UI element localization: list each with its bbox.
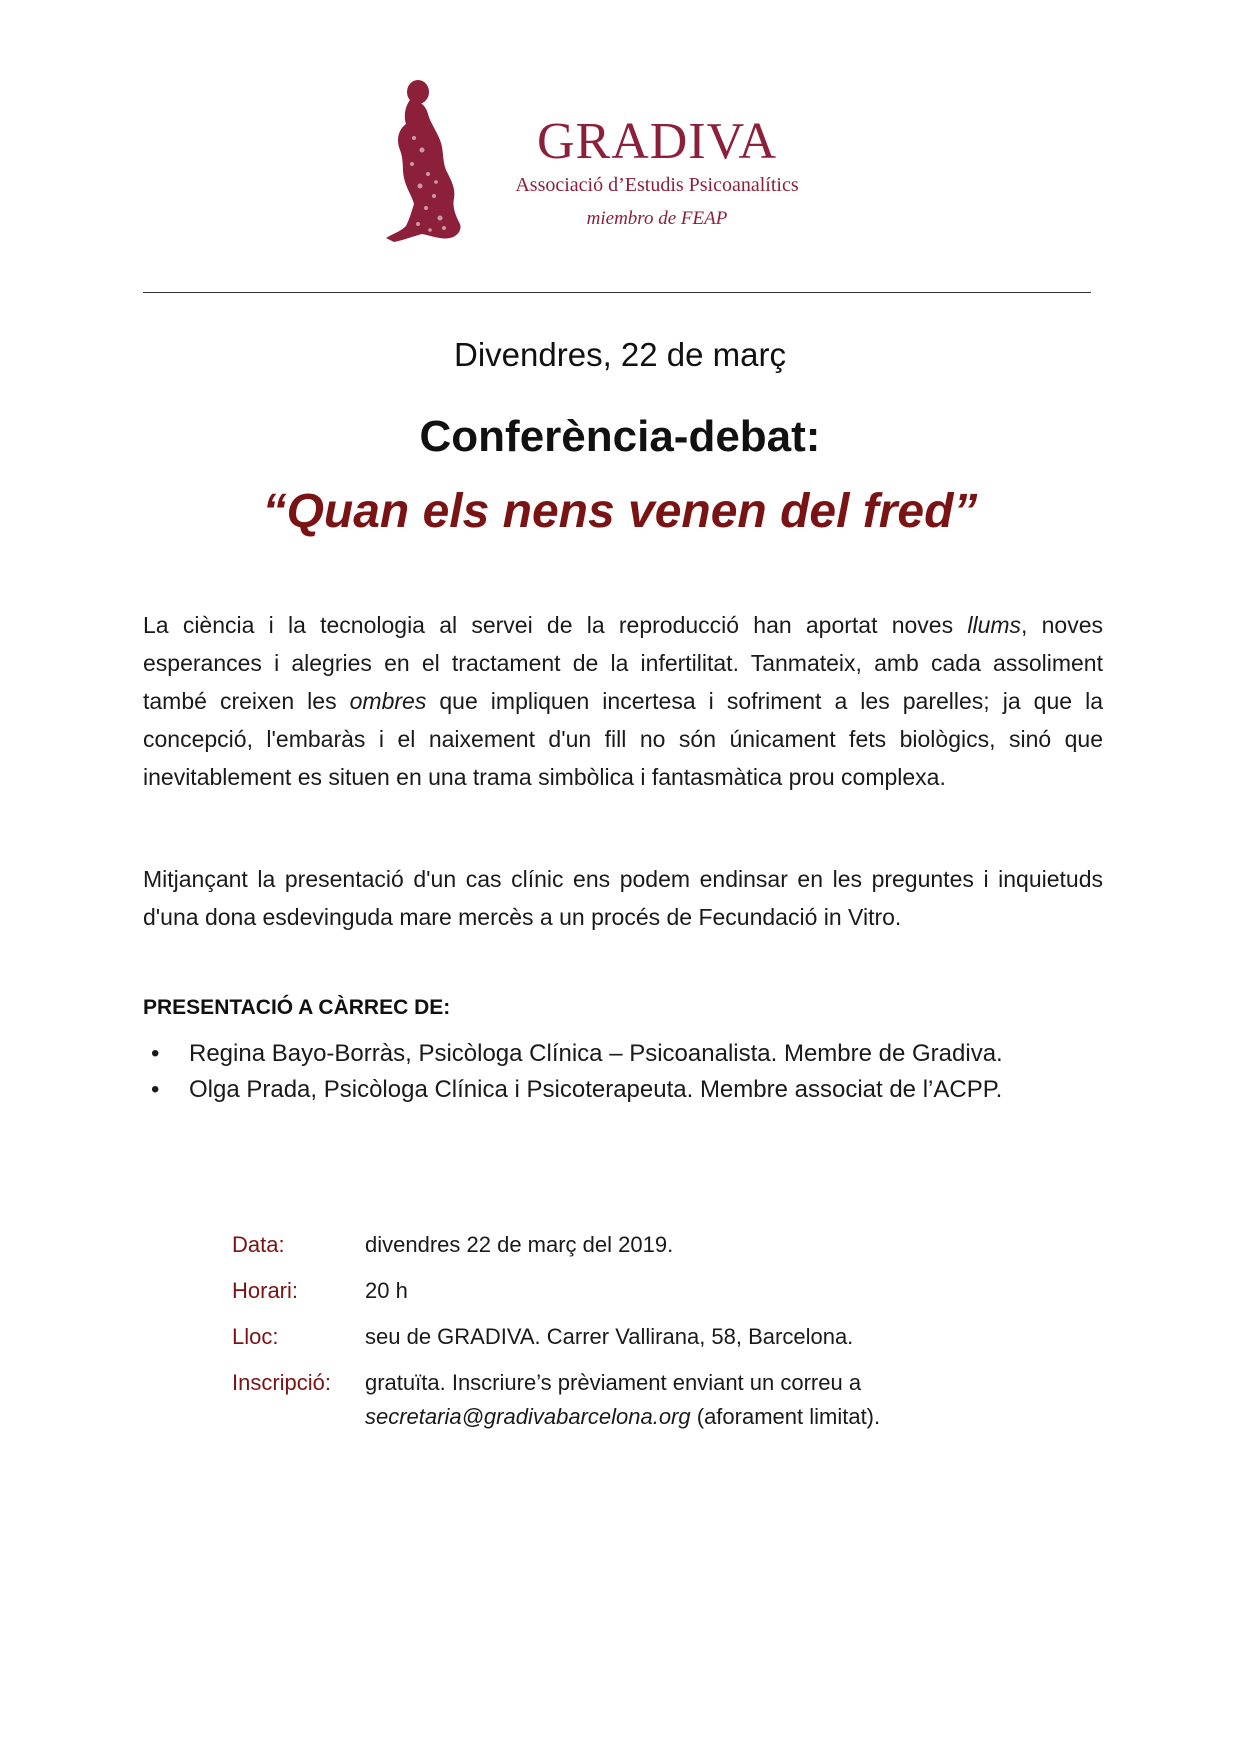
brand-name: GRADIVA <box>536 113 778 170</box>
date-label: Data: <box>232 1232 285 1257</box>
date-value: divendres 22 de març del 2019. <box>365 1232 674 1257</box>
emphasis-llums: llums <box>967 612 1022 638</box>
presenters-list <box>143 1036 1103 1108</box>
intro-paragraph: La ciència i la tecnologia al servei de la reproducció han aportat noves llums, noves esperances i alegries en el tractament de la infertilitat. Tanmateix, amb cada assoliment també creixen les ombres que impliquen incertesa i sofriment a les parelles; ja que la concepció, l'embaràs i el naixement d'un fill no són únicament fets biològics, sinó que inevitablement es situen en una trama simbòlica i fantasmàtica prou complexa. <box>143 612 1104 790</box>
place-label: Lloc: <box>232 1324 279 1349</box>
brand-member: miembro de FEAP <box>586 208 728 229</box>
email-link[interactable]: secretaria@gradivabarcelona.org <box>365 1404 691 1429</box>
info-row-date <box>232 1228 1032 1262</box>
time-value: 20 h <box>365 1278 408 1303</box>
list-item: • Olga Prada, Psicòloga Clínica i Psicoterapeuta. Membre associat de l’ACPP. <box>143 1072 1103 1108</box>
registration-label: Inscripció: <box>232 1370 332 1395</box>
header-divider <box>143 292 1091 293</box>
event-info <box>232 1228 1032 1446</box>
conference-subtitle: “Quan els nens venen del fred” <box>262 485 978 538</box>
list-item: • Regina Bayo-Borràs, Psicòloga Clínica – Psicoanalista. Membre de Gradiva. <box>143 1036 1103 1072</box>
time-label: Horari: <box>232 1278 299 1303</box>
conference-title: Conferència-debat: <box>419 412 821 461</box>
presenters-heading: PRESENTACIÓ A CÀRREC DE: <box>143 996 451 1019</box>
info-row-time <box>232 1274 1032 1308</box>
registration-value: gratuïta. Inscriure’s prèviament enviant un correu a secretaria@gradivabarcelona.org (aforament limitat). <box>365 1370 881 1429</box>
date-heading: Divendres, 22 de març <box>454 336 786 373</box>
info-row-registration <box>232 1366 1032 1434</box>
brand-subtitle: Associació d’Estudis Psicoanalítics <box>515 174 799 196</box>
place-value: seu de GRADIVA. Carrer Vallirana, 58, Barcelona. <box>365 1324 854 1349</box>
info-row-place <box>232 1320 1032 1354</box>
case-paragraph: Mitjançant la presentació d'un cas clínic ens podem endinsar en les preguntes i inquietuds d'una dona esdevinguda mare mercès a un procés de Fecundació in Vitro. <box>143 866 1103 930</box>
gradiva-figure-icon <box>384 78 466 246</box>
emphasis-ombres: ombres <box>349 688 427 714</box>
